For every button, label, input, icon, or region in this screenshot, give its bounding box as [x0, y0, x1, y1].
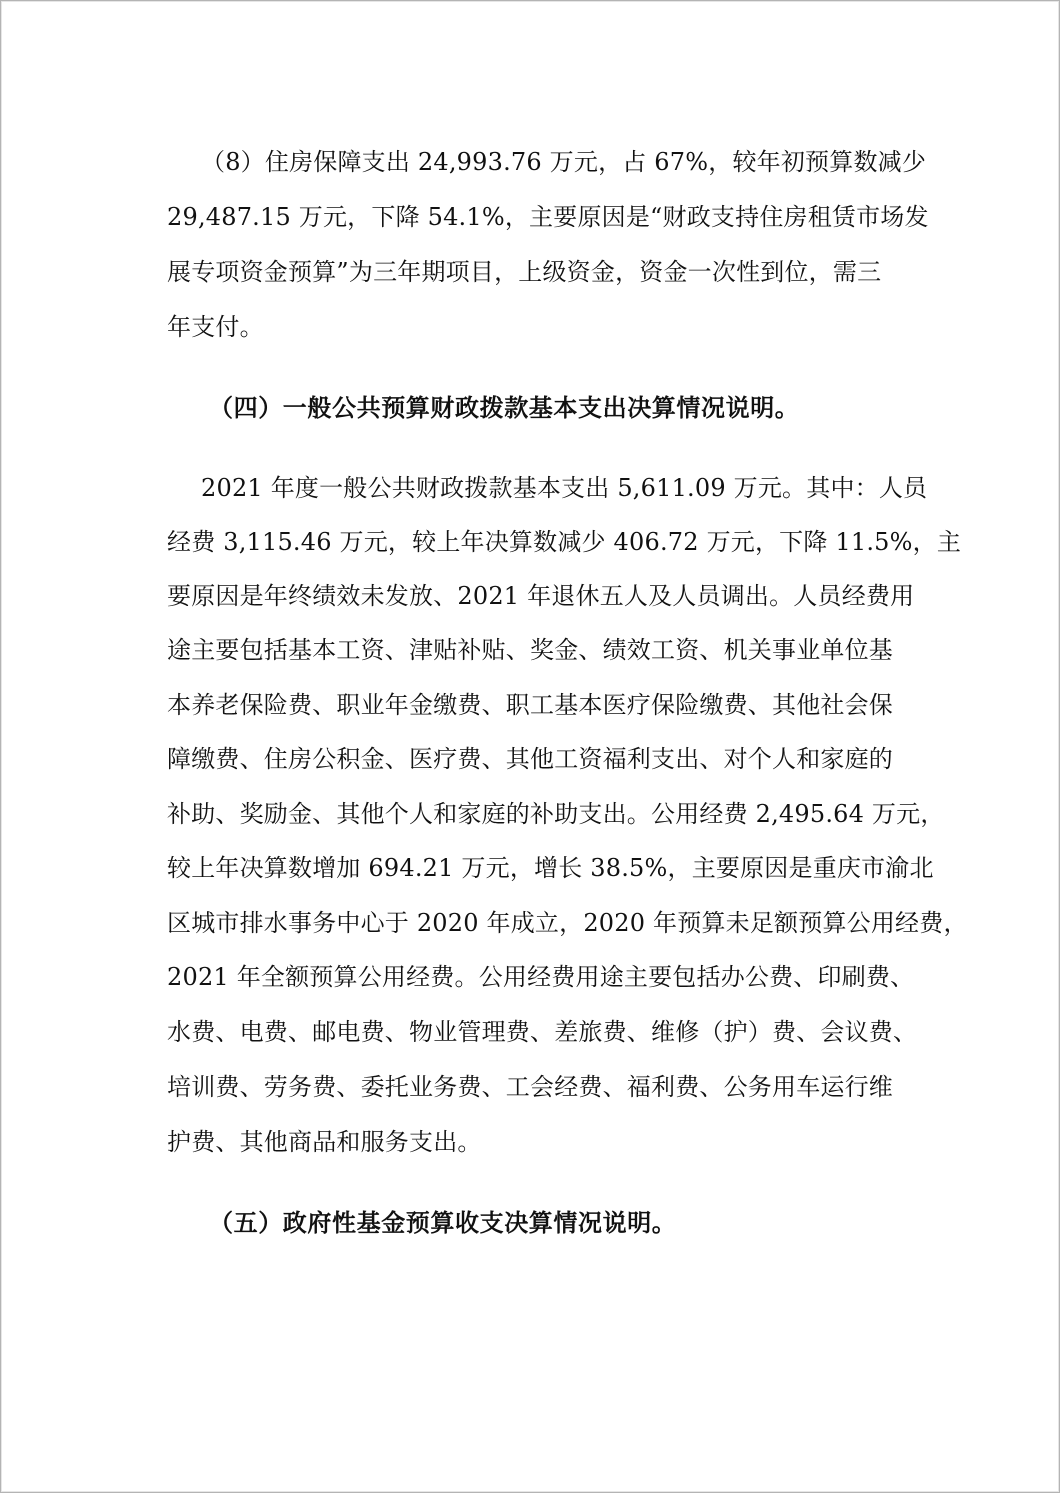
paragraph-line: 途主要包括基本工资、津贴补贴、奖金、绩效工资、机关事业单位基 [167, 636, 893, 664]
paragraph-line: 培训费、劳务费、委托业务费、工会经费、福利费、公务用车运行维 [167, 1073, 893, 1101]
paragraph-line: 要原因是年终绩效未发放、2021 年退休五人及人员调出。人员经费用 [167, 582, 915, 610]
paragraph-line: 年支付。 [167, 313, 264, 341]
paragraph-line: 区城市排水事务中心于 2020 年成立，2020 年预算未足额预算公用经费， [167, 909, 968, 937]
paragraph-line: 展专项资金预算”为三年期项目，上级资金，资金一次性到位，需三 [167, 258, 882, 286]
paragraph-line: （8）住房保障支出 24,993.76 万元，占 67%，较年初预算数减少 [201, 148, 927, 176]
paragraph-line: 较上年决算数增加 694.21 万元，增长 38.5%，主要原因是重庆市渝北 [167, 854, 934, 882]
paragraph-line: 水费、电费、邮电费、物业管理费、差旅费、维修（护）费、会议费、 [167, 1018, 918, 1046]
paragraph-line: 2021 年度一般公共财政拨款基本支出 5,611.09 万元。其中：人员 [201, 474, 928, 502]
section-heading-5: （五）政府性基金预算收支决算情况说明。 [209, 1208, 677, 1237]
paragraph-line: 经费 3,115.46 万元，较上年决算数减少 406.72 万元，下降 11.5%，主 [167, 528, 962, 556]
paragraph-line: 29,487.15 万元，下降 54.1%，主要原因是“财政支持住房租赁市场发 [167, 203, 929, 231]
paragraph-line: 2021 年全额预算公用经费。公用经费用途主要包括办公费、印刷费、 [167, 963, 915, 991]
paragraph-line: 本养老保险费、职业年金缴费、职工基本医疗保险缴费、其他社会保 [167, 691, 893, 719]
paragraph-line: 补助、奖励金、其他个人和家庭的补助支出。公用经费 2,495.64 万元， [167, 800, 945, 828]
paragraph-line: 障缴费、住房公积金、医疗费、其他工资福利支出、对个人和家庭的 [167, 745, 893, 773]
paragraph-line: 护费、其他商品和服务支出。 [167, 1128, 482, 1156]
section-heading-4: （四）一般公共预算财政拨款基本支出决算情况说明。 [209, 393, 800, 422]
